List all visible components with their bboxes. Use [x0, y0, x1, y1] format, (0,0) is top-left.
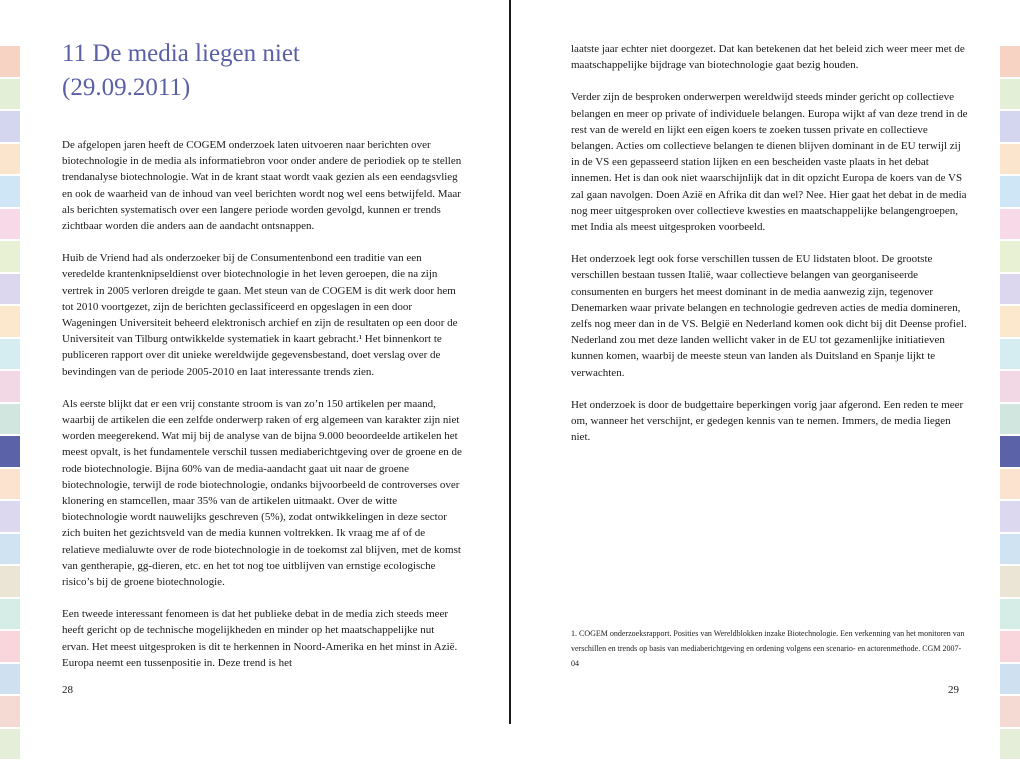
color-tab	[0, 534, 20, 565]
color-tab	[0, 111, 20, 142]
color-tab	[0, 566, 20, 597]
color-tab	[1000, 404, 1020, 435]
color-tab	[1000, 339, 1020, 370]
color-tab	[0, 176, 20, 207]
color-tab	[1000, 501, 1020, 532]
left-page	[0, 0, 508, 724]
color-tab	[1000, 599, 1020, 630]
color-tab	[0, 599, 20, 630]
color-tab	[0, 501, 20, 532]
color-tab-strip-left	[0, 46, 20, 761]
color-tab	[1000, 436, 1020, 467]
color-tab	[1000, 469, 1020, 500]
color-tab	[1000, 79, 1020, 110]
color-tab	[0, 306, 20, 337]
color-tab	[1000, 46, 1020, 77]
color-tab	[1000, 306, 1020, 337]
paragraph: Huib de Vriend had als onderzoeker bij de Consumentenbond een traditie van een veredelde krantenknipseldienst over biotechnologie in het leven geroepen, die na zijn vertrek in 2005 verloren dreigde te gaan. Met steun van de COGEM is dit werk door hem tot 2010 voortgezet, zijn de berichten geclassificeerd en opgeslagen in een door Wageningen Universiteit beheerd elektronisch archief en zijn de resultaten op een door de Universiteit van Tilburg ontwikkelde systematiek in kaart gebracht.¹ Het binnenkort te publiceren rapport over dit unieke wereldwijde gegevensbestand, doet verslag over de bevindingen van de periode 2005-2010 en laat interessante trends zien.	[62, 252, 458, 378]
color-tab	[0, 339, 20, 370]
color-tab	[0, 46, 20, 77]
paragraph: Verder zijn de besproken onderwerpen wereldwijd steeds minder gericht op collectieve belangen en meer op private of individuele belangen. Europa wijkt af van deze trend in de rest van de wereld en lijkt een eigen koers te zoeken tussen private en collectieve belangen. Acties om collectieve belangen te dienen blijven dominant in de EU terwijl zij in de VS een gepasseerd station lijken en een bescheiden vaste plaats in het debat innemen. Het is dan ook niet waarschijnlijk dat in dit opzicht Europa de koers van de VS zal gaan navolgen. Doen Azië en Afrika dit dan wel? Nee. Hier gaat het debat in de media nog meer uitgesproken over collectieve kwesties en maatschappelijke belangengroepen, met India als meest uitgesproken voorbeeld.	[571, 91, 968, 234]
page-number: 29	[948, 684, 959, 696]
color-tab	[0, 209, 20, 240]
color-tab	[1000, 241, 1020, 272]
color-tab	[1000, 696, 1020, 727]
chapter-title: 11 De media liegen niet	[62, 40, 300, 67]
color-tab	[0, 371, 20, 402]
footnote: 1. COGEM onderzoeksrapport. Posities van Wereldblokken inzake Biotechnologie. Een verkenning van het monitoren van verschillen en trends op basis van mediaberichtgeving en ordening volgens een scenario- en actorenmethode. CGM 2007-04	[571, 629, 965, 668]
left-body-text	[62, 137, 462, 687]
color-tab	[0, 696, 20, 727]
color-tab	[1000, 144, 1020, 175]
color-tab	[0, 144, 20, 175]
paragraph: De afgelopen jaren heeft de COGEM onderzoek laten uitvoeren naar berichten over biotechnologie in de media als informatiebron voor onder andere de periodiek op te stellen trendanalyse biotechnologie. Wat in de krant staat wordt vaak gezien als een eendagsvlieg en ook de waarheid van de inhoud van veel berichten wordt nog wel eens betwijfeld. Maar als berichten systematisch over een langere periode worden gevolgd, kunnen er trends zichtbaar worden die anders aan de aandacht ontsnappen.	[62, 139, 462, 233]
color-tab	[0, 79, 20, 110]
color-tab	[1000, 566, 1020, 597]
color-tab	[1000, 111, 1020, 142]
right-page	[512, 0, 1020, 724]
chapter-date: (29.09.2011)	[62, 74, 191, 101]
color-tab	[0, 664, 20, 695]
paragraph: Het onderzoek is door de budgettaire beperkingen vorig jaar afgerond. Een reden te meer om, wanneer het verschijnt, er gedegen kennis van te nemen. Immers, de media liegen niet.	[571, 398, 964, 444]
color-tab	[1000, 274, 1020, 305]
paragraph: Een tweede interessant fenomeen is dat het publieke debat in de media zich steeds meer heeft gericht op de technische mogelijkheden en minder op het maatschappelijke nut ervan. Het meest uitgesproken is dit te herkennen in Noord-Amerika en het minst in Azië. Europa neemt een tussenpositie in. Deze trend is het	[62, 608, 458, 669]
paragraph: Als eerste blijkt dat er een vrij constante stroom is van zo’n 150 artikelen per maand, waarbij de artikelen die een zelfde onderwerp raken of erg algemeen van karakter zijn niet worden meegerekend. Wat mij bij de analyse van de bijna 9.000 beoordeelde artikelen het meest opvalt, is het fundamentele verschil tussen mediaberichtgeving over de groene en de rode biotechnologie. Bijna 60% van de media-aandacht gaat uit naar de groene biotechnologie, terwijl de rode biotechnologie, ondanks bijvoorbeeld de controverses over klonering en stamcellen, maar 35% van de artikelen uitmaakt. Over de witte biotechnologie wordt nauwelijks geschreven (5%), zodat ontwikkelingen in deze sector zich buiten het gezichtsveld van de media kunnen voltrekken. Ik vraag me af of de relatieve medialuwte over de rode biotechnologie in de toekomst zal blijven, met de komst van gentherapie, gg-dieren, etc. en het tot nog toe uitblijven van ernstige ecologische risico’s bij de groene biotechnologie.	[62, 397, 462, 589]
color-tab	[1000, 631, 1020, 662]
color-tab	[1000, 371, 1020, 402]
color-tab	[0, 274, 20, 305]
color-tab	[1000, 209, 1020, 240]
paragraph: Het onderzoek legt ook forse verschillen tussen de EU lidstaten bloot. De grootste verschillen bestaan tussen Italië, waar collectieve belangen van georganiseerde consumenten en burgers het meest dominant in de media aanwezig zijn, tegenover Denemarken waar private belangen en technologie gedreven acties de media domineren, zelfs nog meer dan in de VS. België en Nederland komen ook dicht bij dit Deense profiel. Nederland zou met deze landen wellicht vaker in de EU tot gezamenlijke initiatieven kunnen komen, waarbij de meeste steun van landen als Duitsland en Spanje lijkt te verwachten.	[571, 253, 967, 379]
right-body-text	[571, 41, 969, 461]
color-tab	[0, 404, 20, 435]
color-tab	[0, 241, 20, 272]
color-tab	[0, 436, 20, 467]
page-number: 28	[62, 684, 73, 696]
color-tab	[0, 469, 20, 500]
book-spine-divider	[509, 0, 511, 724]
color-tab	[1000, 176, 1020, 207]
color-tab	[1000, 664, 1020, 695]
color-tab	[1000, 729, 1020, 760]
color-tab	[0, 729, 20, 760]
paragraph: laatste jaar echter niet doorgezet. Dat kan betekenen dat het beleid zich weer meer met de maatschappelijke bijdrage van biotechnologie gaat bezig houden.	[571, 43, 965, 72]
color-tab-strip-right	[1000, 46, 1020, 761]
color-tab	[0, 631, 20, 662]
color-tab	[1000, 534, 1020, 565]
